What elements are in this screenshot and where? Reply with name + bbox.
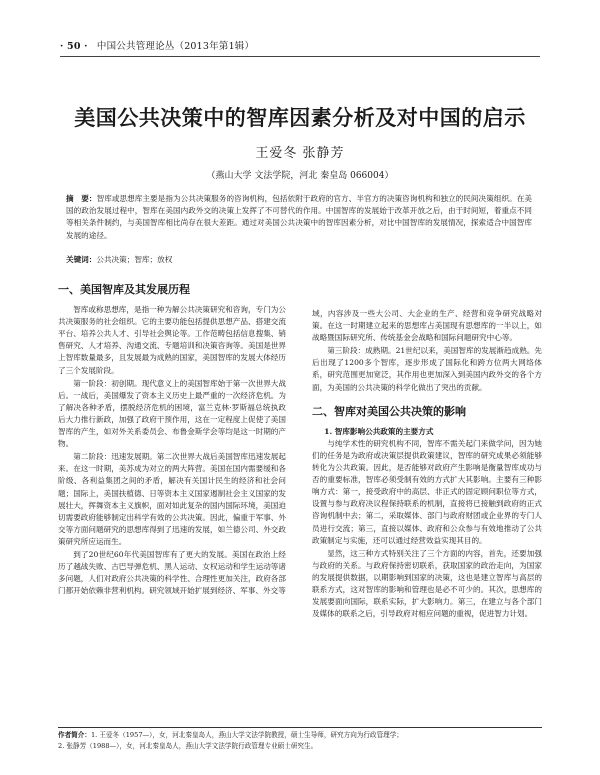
left-column [58, 280, 286, 598]
paper-title: 美国公共决策中的智库因素分析及对中国的启示 [74, 106, 526, 130]
abstract-label: 摘 要： [66, 194, 97, 203]
abstract [66, 193, 532, 242]
page-number: · 50 · [60, 41, 88, 52]
keywords-text: 公共决策；智库；放权 [96, 255, 173, 264]
right-column [312, 308, 542, 621]
journal-name: 中国公共管理论丛（2013年第1辑） [96, 41, 255, 52]
section-heading: 二、智库对美国公共决策的影响 [312, 404, 466, 418]
running-head [60, 38, 550, 54]
keywords [66, 254, 532, 266]
paragraph: 智库或称思想库，是指一种为解公共决策研究和咨询，专门为公共决策服务的社会组织。它的主要功能包括提供思想产品、搭建交流平台、培养公共人才、引导社会舆论等。工作范畴包括信息搜集、销售研究、人才培养、沟通交流、专题培训和决策咨询等。美国是世界上智库数量最多，且发展最为成熟的国家，美国智库的发展大体经历了三个发展阶段。 [58, 305, 286, 375]
footnote-label: 作者简介： [58, 731, 91, 739]
footnotes [58, 730, 542, 752]
paragraph: 与纯学术性的研究机构不同，智库不需关起门来做学问，因为她们的任务是为政府或决策层提供政策建议，智库的研究成果必须能够转化为公共政策。因此，是否能够对政府产生影响是衡量智库成功与否的重要标准，智库必须受制有效的方式扩大其影响。主要有三种影响方式：第一，接受政府中的高层、非正式的固定顾问职位等方式，设置与参与政府决议程保持联系的机制，直接将已接触到政府的正式咨询机制中去；第二，采取媒体、部门与政府财团或企业界的专门人员进行交流；第三，直接以媒体、政府和公众参与有效地推动了公共政策制定与实施，还可以通过经营效益实现其目的。 [312, 438, 542, 545]
keywords-label: 关键词： [66, 255, 97, 264]
section-heading: 一、美国智库及其发展历程 [58, 283, 190, 296]
header-rule [60, 56, 540, 57]
footnote-line: 1. 王爱冬（1957—），女，河北秦皇岛人，燕山大学文法学院教授，硕士生导师，研究方向为行政管理学； [90, 731, 403, 739]
footnote-rule [58, 727, 542, 728]
paragraph: 第一阶段：初创期。现代意义上的美国智库始于第一次世界大战后。一战后，美国爆发了资本主义历史上最严重的一次经济危机。为了解决各种矛盾，摆脱经济危机的困境，富兰克林·罗斯福总统执政后大力推行新政，加强了政府干预作用，这在一定程度上促使了美国智库的产生，如对外关系委员会、布鲁金斯学会等均是这一时期的产物。 [58, 378, 286, 449]
paragraph: 显然，这三种方式特别关注了三个方面的内容，首先，还要加强与政府的关系。与政府保持密切联系，获取国家的政治走向，为国家的发展提供数据，以期影响到国家的决策，这也是建立智库与高层的联系方式，这对智库的影响和管理也是必不可少的。其次，思想库的发展要面向国际，联系实际，扩大影响力。第三，在建立与各个部门及媒体的联系之后，引导政府对相应问题的重视，促进智力计划。 [312, 548, 542, 619]
paragraph: 域，内容涉及一些大公司、大企业的生产、经营和竞争研究战略对策。在这一时期建立起来的思想库占美国现有思想库的一半以上，如战略暨国际研究所、传统基金会战略和国际问题研究中心等。 [312, 309, 542, 343]
footnote-line: 2. 张静芳（1988—），女，河北秦皇岛人，燕山大学文法学院行政管理专业硕士研究生。 [58, 742, 318, 750]
paragraph: 到了20世纪60年代美国智库有了更大的发展。美国在政治上经历了越战失败、古巴导弹危机、黑人运动、女权运动和学生运动等诸多问题，人们对政府公共决策的科学性、合理性更加关注，政府各部门都开始依赖非营利机构。研究领域开始扩展到经济、军事、外交等 [58, 549, 286, 596]
paragraph: 第二阶段：迅速发展期。第二次世界大战后美国智库迅速发展起来。在这一时期，美苏成为对立的两大阵营。美国在国内需要缓和各阶级、各利益集团之间的矛盾，解决有关国计民生的经济和社会问题；国际上，美国扶植德、日等资本主义国家遏制社会主义国家的发展壮大，挥舞资本主义旗帜，面对如此复杂的国内国际环境，美国迫切需要政府能够制定出科学有效的公共决策。因此，偏重于军事、外交等方面问题研究的思想库得到了迅速的发展，如兰德公司、外交政策研究所应运而生。 [58, 452, 286, 546]
authors: 王爱冬 张静芳 [255, 146, 345, 161]
paragraph: 第三阶段：成熟期。21世纪以来，美国智库的发展渐趋成熟。先后出现了1200多个智库，逐步形成了国际化和跨方位两大网络体系，研究范围更加宽泛，其作用也更加深入到美国内政外交的各个方面，为美国的公共决策的科学化做出了突出的贡献。 [312, 346, 542, 392]
abstract-text: 智库或思想库主要是指为公共决策服务的咨询机构，包括依附于政府的官方、半官方的决策咨询机构和独立的民间决策组织。在美国的政治发展过程中，智库在美国内政外交的决策上发挥了不可替代的作用。中国智库的发展始于改革开放之后，由于时间短，着重点不同等相关条件制约，与美国智库相比尚存在很大差距。通过对美国公共决策中的智库因素分析，对比中国智库的发展情况，探索适合中国智库发展的途径。 [66, 194, 532, 240]
subsection-heading: 1. 智库影响公共政策的主要方式 [324, 426, 434, 436]
affiliation: （燕山大学 文法学院，河北 秦皇岛 066004） [206, 171, 394, 181]
